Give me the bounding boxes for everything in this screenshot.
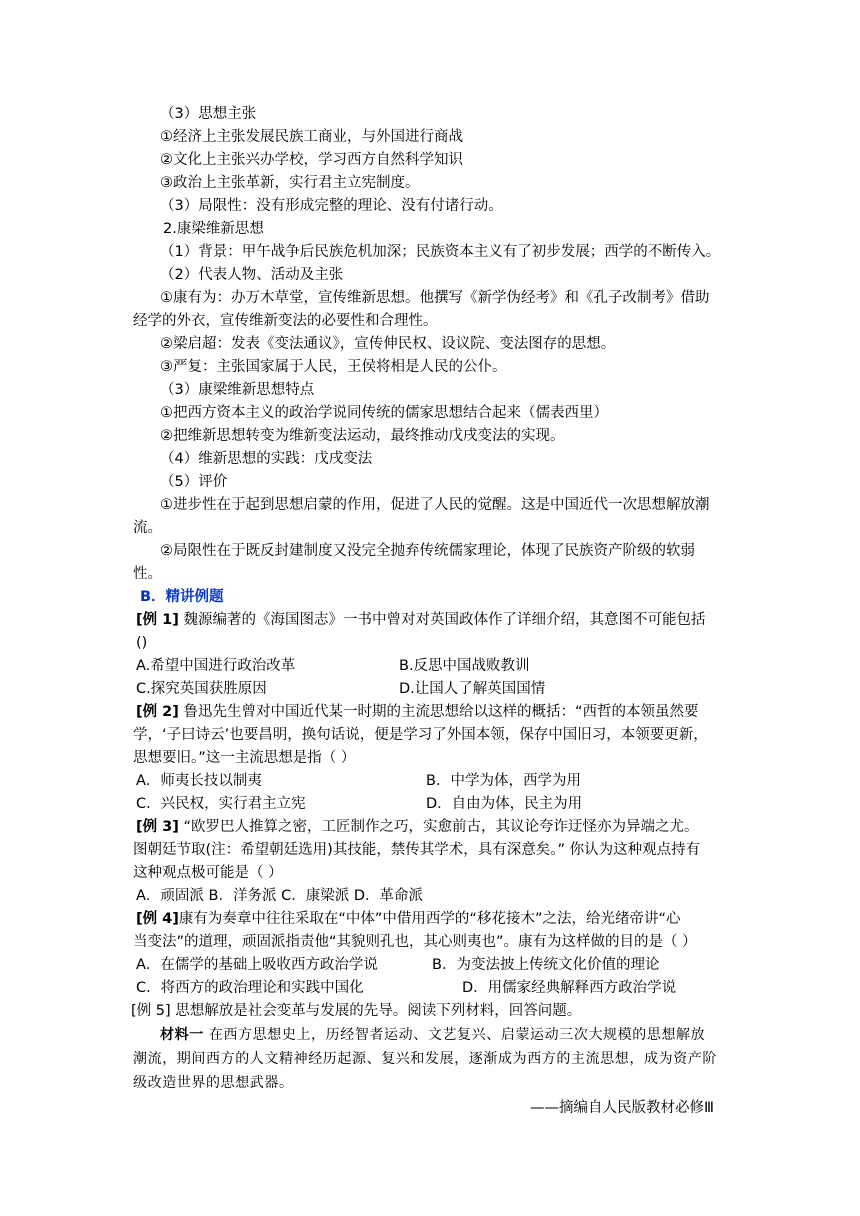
option-a: A.希望中国进行政治改革 xyxy=(136,658,296,674)
list-item: ③政治上主张革新，实行君主立宪制度。 xyxy=(160,175,420,191)
paragraph-line: ①进步性在于起到思想启蒙的作用，促进了人民的觉醒。这是中国近代一次思想解放潮 xyxy=(160,497,710,513)
option-c: C．兴民权，实行君主立宪 xyxy=(136,796,306,812)
example-question xyxy=(131,1001,581,1022)
paragraph-line: ①康有为：办万木草堂，宣传维新思想。他撰写《新学伪经考》和《孔子改制考》借助 xyxy=(160,290,710,306)
example-label: [例 1] xyxy=(136,612,179,628)
option-c: C.探究英国获胜原因 xyxy=(136,681,267,697)
paragraph-line: 经学的外衣，宣传维新变法的必要性和合理性。 xyxy=(133,313,438,329)
section-heading: （3）康梁维新思想特点 xyxy=(160,382,315,398)
paragraph-line: 性。 xyxy=(133,566,162,582)
list-item: ①经济上主张发展民族工商业，与外国进行商战 xyxy=(160,129,463,145)
section-b-heading: B．精讲例题 xyxy=(140,589,224,605)
option-c: C．将西方的政治理论和实践中国化 xyxy=(136,980,364,996)
options-line: A．顽固派 B．洋务派 C．康梁派 D．革命派 xyxy=(136,888,423,904)
section-heading: （5）评价 xyxy=(160,474,228,490)
question-text: 思想解放是社会变革与发展的先导。阅读下列材料，回答问题。 xyxy=(170,1003,582,1019)
paragraph-line: ②局限性在于既反封建制度又没完全抛弃传统儒家理论，体现了民族资产阶级的软弱 xyxy=(160,543,695,559)
option-d: D.让国人了解英国国情 xyxy=(399,681,546,697)
limitation-text: （3）局限性：没有形成完整的理论、没有付诸行动。 xyxy=(160,198,503,214)
option-d: D．自由为体，民主为用 xyxy=(426,796,583,812)
question-text: 康有为奏章中往往采取在“中体”中借用西学的“移花接木”之法，给光绪帝讲“心 xyxy=(178,911,681,927)
option-b: B．为变法披上传统文化价值的理论 xyxy=(432,957,660,973)
option-b: B.反思中国战败教训 xyxy=(399,658,530,674)
option-d: D．用儒家经典解释西方政治学说 xyxy=(462,980,677,996)
example-question xyxy=(136,817,699,838)
option-a: A．师夷长技以制夷 xyxy=(136,773,262,789)
example-label: [例 4] xyxy=(136,911,179,927)
paragraph-line: ②把维新思想转变为维新变法运动，最终推动戊戌变法的实现。 xyxy=(160,428,565,444)
example-label: [例 3] xyxy=(136,819,179,835)
example-question xyxy=(136,909,680,930)
example-question xyxy=(136,610,706,631)
question-text: () xyxy=(136,635,148,651)
option-a: A．在儒学的基础上吸收西方政治学说 xyxy=(136,957,378,973)
material-text: 潮流，期间西方的人文精神经历起源、复兴和发展，逐渐成为西方的主流思想，成为资产阶 xyxy=(133,1051,717,1067)
section-heading: （3）思想主张 xyxy=(160,106,257,122)
paragraph-line: 流。 xyxy=(133,520,162,536)
background-text: （1）背景：甲午战争后民族危机加深；民族资本主义有了初步发展；西学的不断传入。 xyxy=(160,244,721,260)
paragraph-line: ③严复：主张国家属于人民，王侯将相是人民的公仆。 xyxy=(160,359,507,375)
material-label: 材料一 xyxy=(160,1027,204,1043)
section-heading: （4）维新思想的实践：戊戌变法 xyxy=(160,451,373,467)
question-text: 这种观点极可能是（ ） xyxy=(133,865,283,881)
example-label: [例 5] xyxy=(131,1003,171,1019)
material-text: 级改造世界的思想武器。 xyxy=(133,1075,294,1091)
list-item: ②文化上主张兴办学校，学习西方自然科学知识 xyxy=(160,152,463,168)
option-b: B．中学为体，西学为用 xyxy=(426,773,581,789)
question-text: 鲁迅先生曾对中国近代某一时期的主流思想给以这样的概括：“西哲的本领虽然要 xyxy=(178,704,699,720)
example-label: [例 2] xyxy=(136,704,179,720)
section-title: 2.康梁维新思想 xyxy=(163,221,264,237)
paragraph-line: ②梁启超：发表《变法通议》，宣传伸民权、设议院、变法图存的思想。 xyxy=(160,336,616,352)
question-text: 学，‘子曰诗云’也要昌明，换句话说，便是学习了外国本领，保存中国旧习，本领要更新， xyxy=(133,727,708,743)
section-heading: （2）代表人物、活动及主张 xyxy=(160,267,344,283)
question-text: 思想要旧。”这一主流思想是指（ ） xyxy=(133,750,356,766)
question-text: “欧罗巴人推算之密，工匠制作之巧，实愈前古，其议论夸诈迂怪亦为异端之尤。 xyxy=(178,819,699,835)
example-question xyxy=(136,702,699,723)
material-text: 在西方思想史上，历经智者运动、文艺复兴、启蒙运动三次大规模的思想解放 xyxy=(203,1027,706,1043)
question-text: 当变法”的道理，顽固派指责他“其貌则孔也，其心则夷也”。康有为这样做的目的是（ ） xyxy=(133,934,697,950)
paragraph-line: ①把西方资本主义的政治学说同传统的儒家思想结合起来（儒表西里） xyxy=(160,405,608,421)
question-text: 图朝廷节取(注：希望朝廷选用)其技能，禁传其学术，具有深意矣。” 你认为这种观点持有 xyxy=(133,842,701,858)
source-citation: ——摘编自人民版教材必修Ⅲ xyxy=(530,1100,714,1116)
question-text: 魏源编著的《海国图志》一书中曾对对英国政体作了详细介绍，其意图不可能包括 xyxy=(178,612,706,628)
material-line xyxy=(160,1025,705,1046)
